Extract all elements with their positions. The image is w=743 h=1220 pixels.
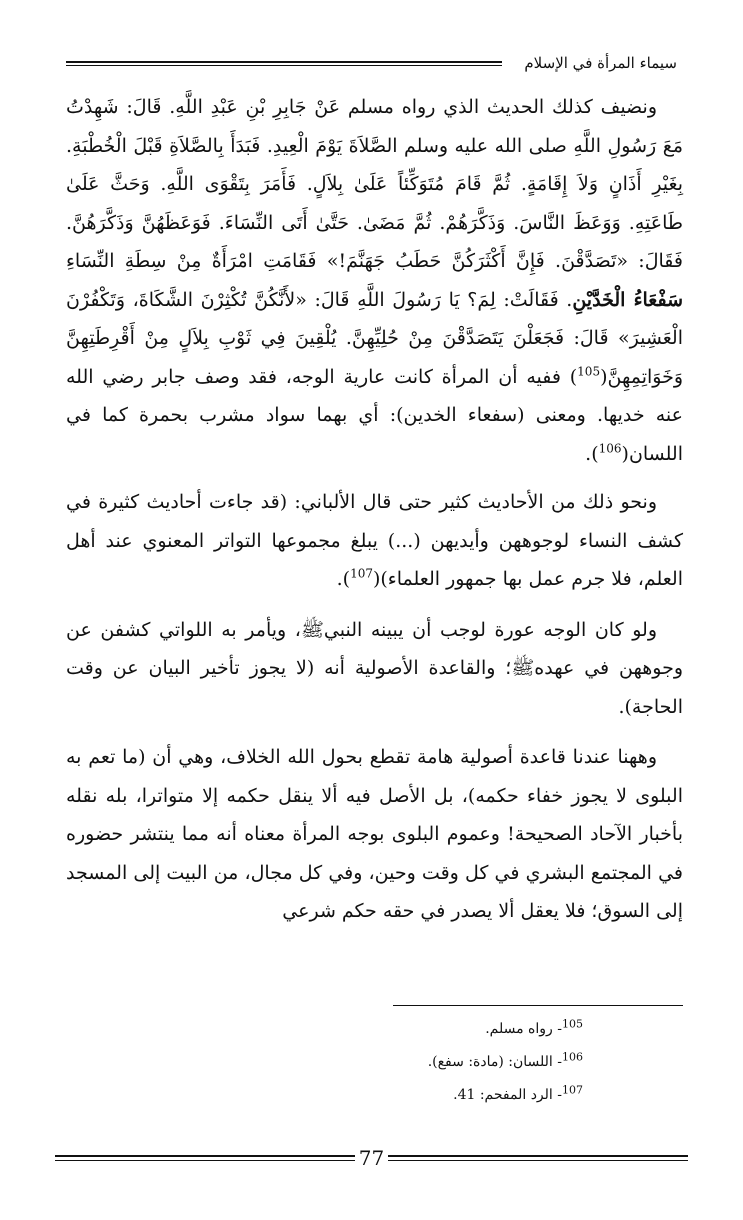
paragraph-hadith	[66, 88, 683, 473]
footer-rule-left	[55, 1155, 355, 1161]
book-title: سيماء المرأة في الإسلام	[524, 54, 677, 72]
footnote-number: 106	[562, 1050, 583, 1064]
page-footer	[55, 1144, 688, 1174]
footnote-item	[83, 1046, 683, 1079]
paragraph-text: ).	[336, 568, 351, 590]
footnote-ref-106[interactable]: 106	[598, 441, 622, 456]
paragraph-text: ونحو ذلك من الأحاديث كثير حتى قال الألباني: (قد جاءت أحاديث كثيرة في كشف النساء لوجوههن وأيديهن (...) يبلغ مجموعها التواتر المعنوي عند أهل العلم، فلا جرم عمل بها جمهور العلماء)(	[66, 491, 683, 590]
footnote-number: 105	[562, 1017, 583, 1031]
page-number: 77	[358, 1146, 385, 1170]
footnote-ref-105[interactable]: 105	[577, 364, 601, 379]
header-rule	[66, 61, 502, 66]
footnote-item	[83, 1013, 683, 1046]
footnote-ref-107[interactable]: 107	[350, 566, 373, 581]
running-header	[66, 50, 677, 76]
paragraph-albani	[66, 483, 683, 599]
paragraph-text: ).	[585, 442, 599, 465]
paragraph-text: ونضيف كذلك الحديث الذي رواه مسلم عَنْ جَابِرِ بْنِ عَبْدِ اللَّهِ. قَالَ: شَهِدْتُ مَعَ رَسُولِ اللَّهِ صلى الله عليه وسلم الصَّلاَةَ يَوْمَ الْعِيدِ. فَبَدَأَ بِالصَّلاَةِ قَبْلَ الْخُطْبَةِ. بِغَيْرِ أَذَانٍ وَلاَ إِقَامَةٍ. ثُمَّ قَامَ مُتَوَكِّئاً عَلَىٰ بِلاَلٍ. فَأَمَرَ بِتَقْوَى اللَّهِ. وَحَثَّ عَلَىٰ طَاعَتِهِ. وَوَعَظَ النَّاسَ. وَذَكَّرَهُمْ. ثُمَّ مَضَىٰ. حَتَّىٰ أَتَى النِّسَاءَ. فَوَعَظَهُنَّ وَذَكَّرَهُنَّ. فَقَالَ: «تَصَدَّقْنَ. فَإِنَّ أَكْثَرَكُنَّ حَطَبُ جَهَنَّمَ!» فَقَامَتِ امْرَأَةٌ مِنْ سِطَةِ النِّسَاءِ	[66, 96, 683, 272]
footnote-text: - رواه مسلم.	[485, 1021, 562, 1037]
footnote-separator	[393, 1005, 683, 1006]
page-body	[66, 88, 683, 943]
footer-rule-right	[388, 1155, 688, 1161]
bold-term: سَفْعَاءُ الْخَدَّيْنِ	[572, 288, 683, 311]
paragraph-usul-rule: وههنا عندنا قاعدة أصولية هامة تقطع بحول الله الخلاف، وهي أن (ما تعم به البلوى لا يجوز خفاء حكمه)، بل الأصل فيه ألا ينقل حكمه إلا متواترا، بله نقله بأخبار الآحاد الصحيحة! وعموم البلوى بوجه المرأة معناه أنه مما ينتشر حضوره في المجتمع البشري في كل وقت وحين، وفي كل مجال، من البيت إلى المسجد إلى السوق؛ فلا يعقل ألا يصدر في حقه حكم شرعي	[66, 746, 683, 922]
footnote-item	[83, 1079, 683, 1112]
footnotes	[83, 1013, 683, 1112]
footnote-text: - الرد المفحم: 41.	[453, 1087, 562, 1103]
paragraph-awra: ولو كان الوجه عورة لوجب أن يبينه النبيﷺ، ويأمر به اللواتي كشفن عن وجوههن في عهدهﷺ؛ والقاعدة الأصولية أنه (لا يجوز تأخير البيان عن وقت الحاجة).	[66, 618, 683, 718]
paragraph-text: . فَقَالَتْ: لِمَ؟ يَا رَسُولَ اللَّهِ قَالَ: «لأَنَّكُنَّ تُكْثِرْنَ الشَّكَاةَ، وَتَكْفُرْنَ الْعَشِيرَ» قَالَ: فَجَعَلْنَ يَتَصَدَّقْنَ مِنْ حُلِيِّهِنَّ. يُلْقِينَ فِي ثَوْبِ بِلاَلٍ مِنْ أَقْرِطَتِهِنَّ وَخَوَاتِمِهِنَّ(	[66, 288, 683, 388]
footnote-text: - اللسان: (مادة: سفع).	[427, 1054, 562, 1070]
paragraph-text: ) ففيه أن المرأة كانت عارية الوجه، فقد وصف جابر رضي الله عنه خديها. ومعنى (سفعاء الخدين): أي بهما سواد مشرب بحمرة كما في اللسان(	[66, 365, 683, 465]
footnote-number: 107	[562, 1083, 583, 1097]
